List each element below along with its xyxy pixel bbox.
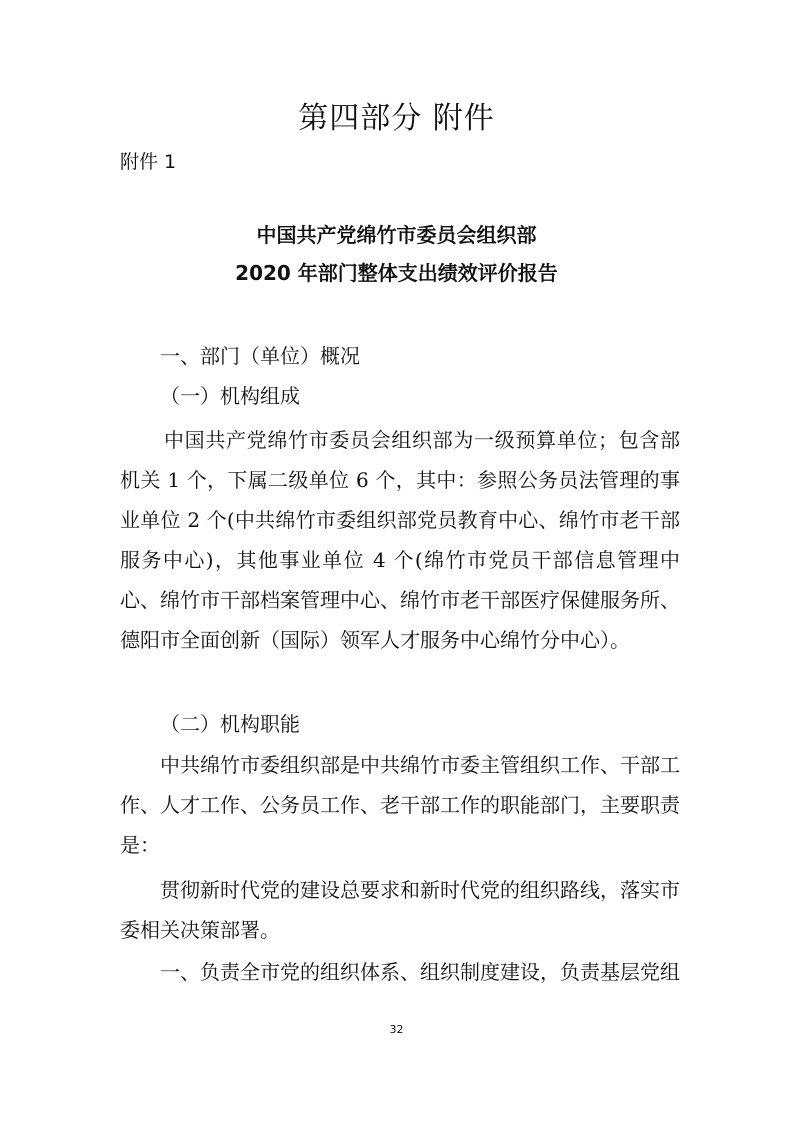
report-title-line-1: 中国共产党绵竹市委员会组织部 (256, 223, 537, 247)
page-title: 第四部分 附件 (298, 101, 495, 136)
page-number: 32 (389, 1023, 404, 1036)
attachment-label: 附件 1 (120, 151, 177, 173)
report-title-line-2: 2020 年部门整体支出绩效评价报告 (235, 261, 558, 285)
subsection-2-heading: （二）机构职能 (160, 712, 300, 736)
paragraph-functions-intro: 中共绵竹市委组织部是中共绵竹市委主管组织工作、干部工作、人才工作、公务员工作、老干部工作的职能部门，主要职责是： (120, 753, 680, 857)
subsection-1-heading: （一）机构组成 (160, 384, 300, 408)
paragraph-functions-overview: 贯彻新时代党的建设总要求和新时代党的组织路线，落实市委相关决策部署。 (120, 878, 680, 942)
section-1-heading: 一、部门（单位）概况 (160, 344, 360, 368)
paragraph-organization-composition: 中国共产党绵竹市委员会组织部为一级预算单位；包含部机关 1 个，下属二级单位 6 个，其中：参照公务员法管理的事业单位 2 个(中共绵竹市委组织部党员教育中心、绵竹市老干部服务中心)，其他事业单位 4 个(绵竹市党员干部信息管理中心、绵竹市干部档案管理中心、绵竹市老干部医疗保健服务所、德阳市全面创新（国际）领军人才服务中心绵竹分中心）。 (120, 428, 680, 652)
paragraph-duty-1: 一、负责全市党的组织体系、组织制度建设，负责基层党组 (160, 960, 680, 984)
